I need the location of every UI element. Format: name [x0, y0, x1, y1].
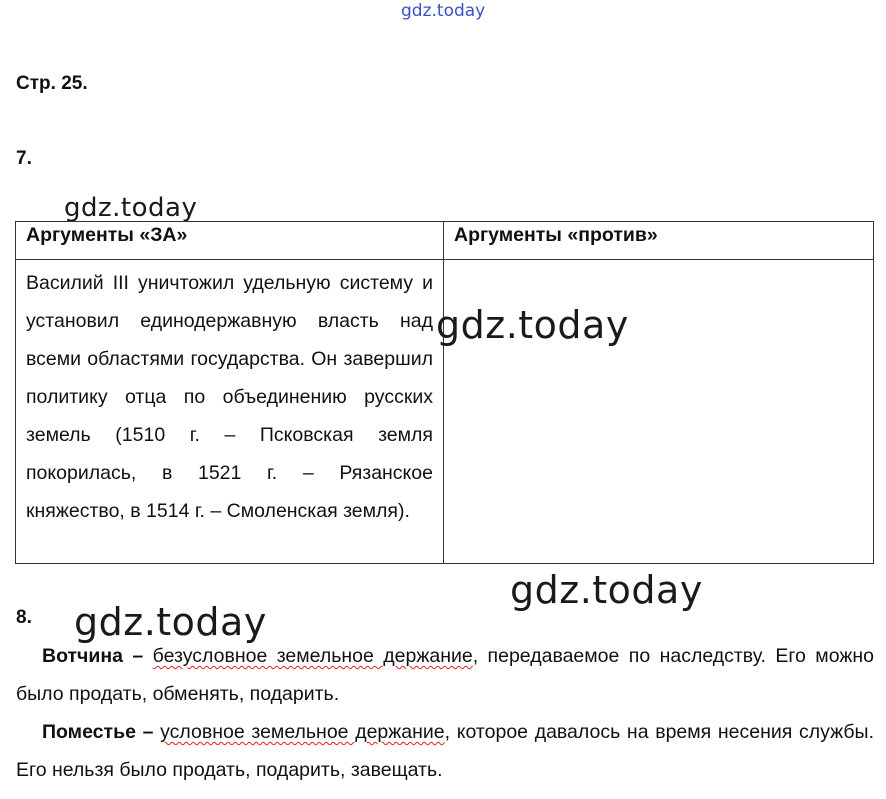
watermark: gdz.today: [64, 193, 198, 223]
underlined-phrase: безусловное земельное держание: [152, 645, 473, 667]
watermark: gdz.today: [74, 600, 267, 644]
header-pro: Аргументы «ЗА»: [16, 222, 444, 260]
header-contra: Аргументы «против»: [444, 222, 874, 260]
watermark: gdz.today: [510, 568, 703, 612]
definition-text: , передаваемое по наследству. Его можно было продать, обменять, подарить.: [16, 645, 874, 705]
definition-pomestye: [16, 713, 874, 789]
definition-votchina: [16, 637, 874, 713]
watermark-top: gdz.today: [401, 1, 486, 21]
table-header-row: [16, 222, 874, 260]
term-pomestye: Поместье: [42, 721, 136, 743]
definition-text: , которое давалось на время несения службы. Его нельзя было продать, подарить, завещать.: [16, 721, 874, 781]
question-7-number: 7.: [16, 148, 32, 169]
dash: –: [135, 721, 161, 743]
pro-arguments-cell: Василий III уничтожил удельную систему и установил единодержавную власть над всеми областями государства. Он завершил политику отца по объединению русских земель (1510 г. – Псковская земля покорилась, в 1521 г. – Рязанское княжество, в 1514 г. – Смоленская земля).: [16, 260, 444, 564]
page-number: Стр. 25.: [16, 73, 88, 94]
question-8-number: 8.: [16, 607, 32, 628]
arguments-table: [15, 221, 874, 564]
watermark: gdz.today: [436, 303, 629, 347]
dash: –: [123, 645, 153, 667]
term-votchina: Вотчина: [42, 645, 123, 667]
underlined-phrase: условное земельное держание: [160, 721, 445, 743]
